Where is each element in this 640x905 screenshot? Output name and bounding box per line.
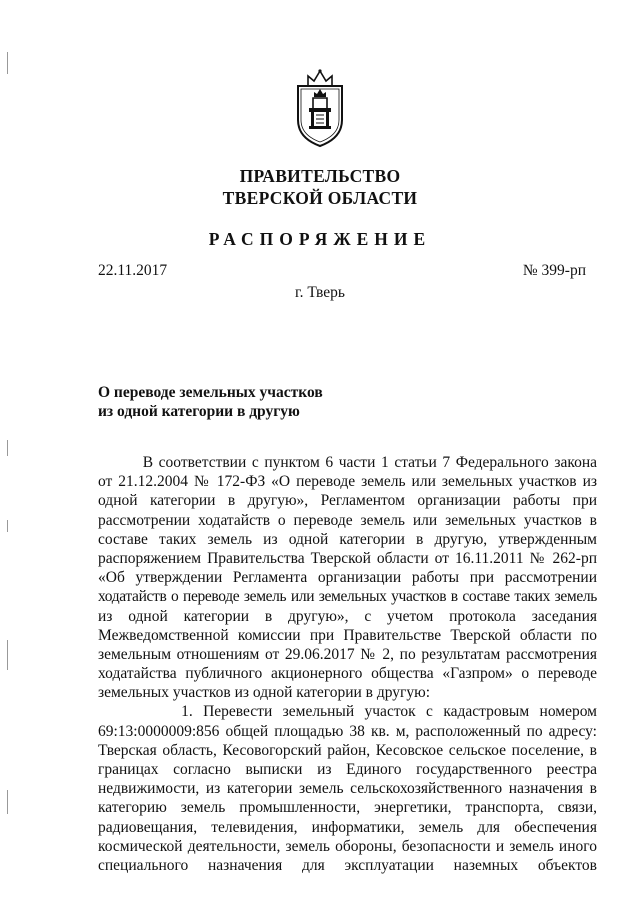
document-body [98, 453, 597, 875]
body-line: Тверская область, Кесовогорский район, Кесовское сельское поселение, в [98, 741, 597, 759]
scan-edge-mark [7, 440, 8, 456]
body-line: земельных участков из одной категории в другую: [98, 684, 431, 702]
body-line: составе таких земель из одной категории в другую, утвержденным [98, 530, 597, 548]
body-line: 69:13:0000009:856 общей площадью 38 кв. м, расположенный по адресу: [98, 722, 597, 740]
body-line: категорию земель промышленности, энергетики, транспорта, связи, [98, 799, 597, 817]
body-line: космической деятельности, земель обороны, безопасности и земель иного [98, 837, 597, 855]
body-line: «Об утверждении Регламента организации работы при рассмотрении [98, 569, 597, 587]
body-line: Межведомственной комиссии при Правительстве Тверской области по [98, 626, 597, 644]
organization-name: ПРАВИТЕЛЬСТВО [239, 166, 401, 186]
scan-edge-mark [7, 790, 8, 814]
body-line: ходатайств о переводе земель или земельных участков в составе таких земель [98, 588, 597, 606]
document-number: № 399-рп [522, 262, 586, 279]
body-line: от 21.12.2004 № 172-ФЗ «О переводе земель или земельных участков из [98, 473, 597, 491]
organization-region: ТВЕРСКОЙ ОБЛАСТИ [222, 188, 418, 208]
body-line: распоряжением Правительства Тверской области от 16.11.2011 № 262-рп [98, 549, 597, 567]
body-line: земельным отношениям от 29.06.2017 № 2, по результатам рассмотрения [98, 645, 597, 663]
body-line: радиовещания, телевидения, информатики, земель для обеспечения [98, 818, 597, 836]
document-type: РАСПОРЯЖЕНИЕ [208, 229, 432, 249]
body-line: недвижимости, из категории земель сельскохозяйственного назначения в [98, 780, 597, 798]
document-subject [98, 383, 323, 421]
body-line: одной категории в другую», Регламентом организации работы при [98, 492, 597, 510]
body-line: рассмотрении ходатайств о переводе земель или земельных участков в [98, 511, 597, 529]
body-line: из одной категории в другую», с учетом протокола заседания [98, 607, 597, 625]
scan-edge-mark [7, 520, 8, 532]
document-date: 22.11.2017 [98, 262, 168, 279]
body-line: специального назначения для эксплуатации наземных объектов [98, 856, 597, 874]
document-city: г. Тверь [295, 284, 345, 301]
coat-of-arms-icon [294, 68, 346, 148]
subject-line: О переводе земельных участков [98, 384, 323, 401]
body-line: границах согласно выписки из Единого государственного реестра [98, 761, 597, 778]
body-line: ходатайства публичного акционерного общества «Газпром» о переводе [98, 665, 597, 683]
scan-edge-mark [7, 52, 8, 74]
subject-line: из одной категории в другую [98, 403, 300, 420]
body-line: 1. Перевести земельный участок с кадастровым номером [98, 703, 597, 721]
body-line: В соответствии с пунктом 6 части 1 статьи 7 Федерального закона [98, 454, 597, 471]
scan-edge-mark [7, 640, 8, 670]
